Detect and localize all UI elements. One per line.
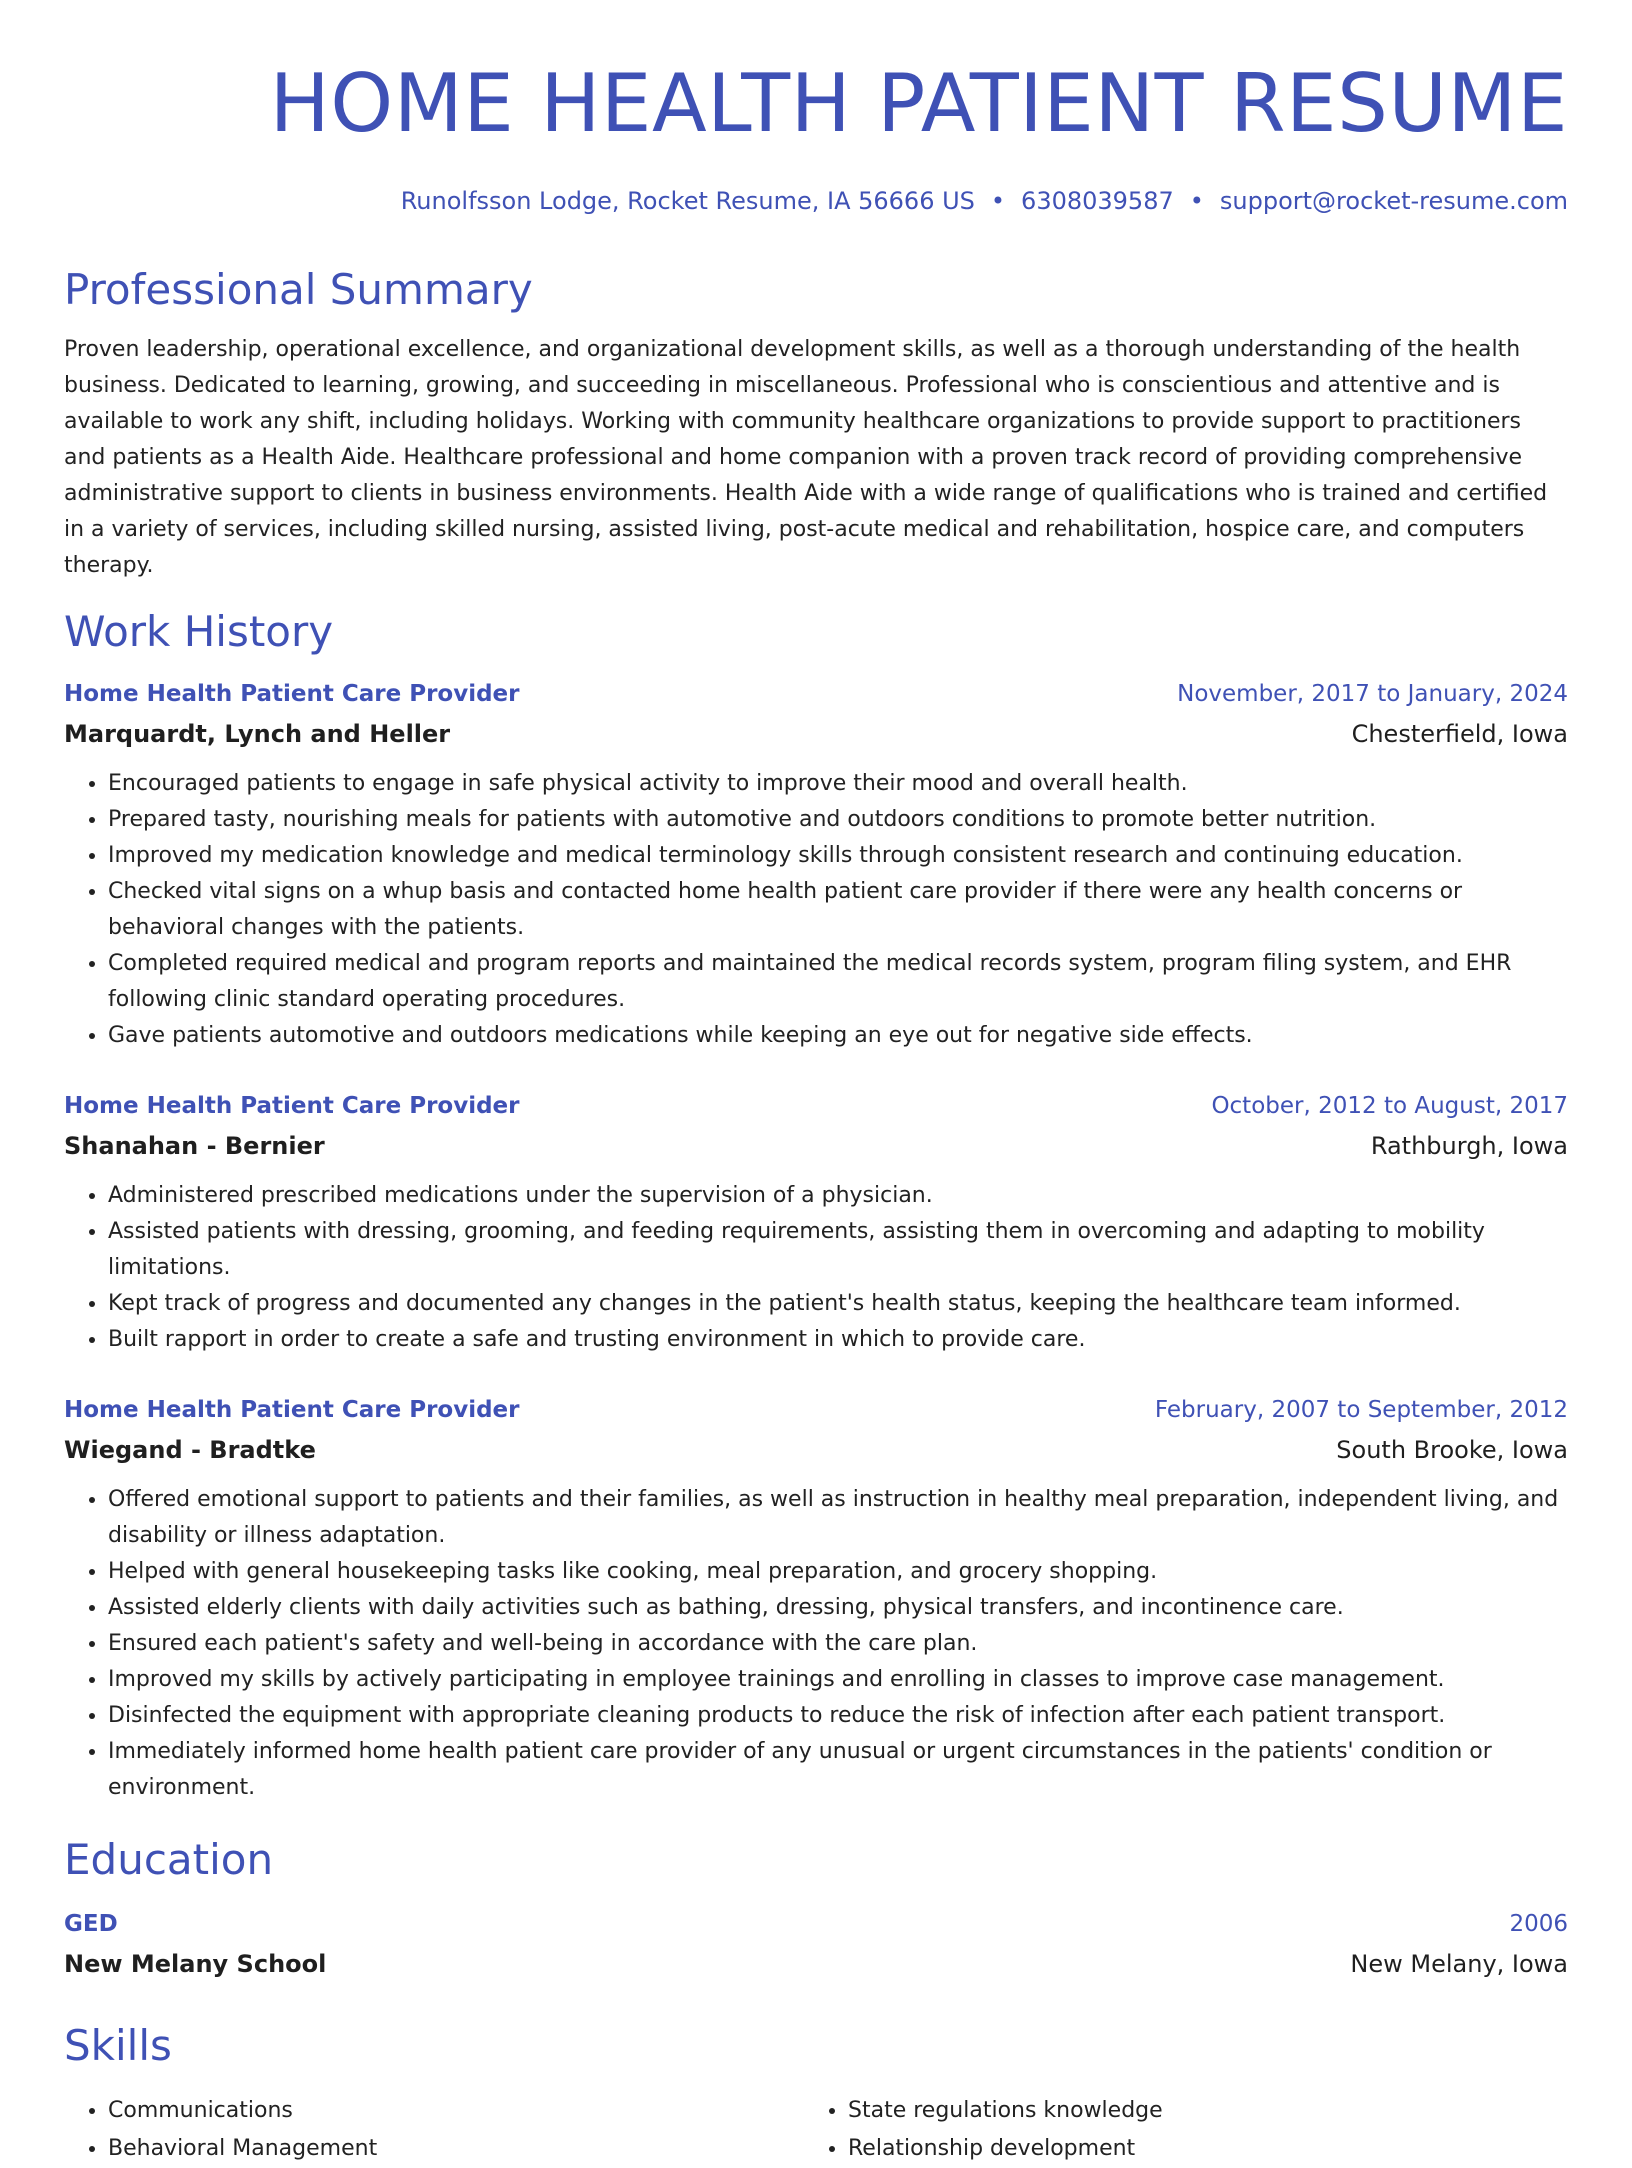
section-title-summary: Professional Summary [64, 265, 533, 314]
job-employer-row [64, 716, 1568, 752]
job-header-row [64, 676, 1568, 712]
education-school: New Melany School [64, 1950, 327, 1978]
job-title: Home Health Patient Care Provider [64, 681, 520, 707]
job-bullet: • Built rapport in order to create a safe and trusting environment in which to provide care. [108, 1322, 1568, 1358]
education-school-row [64, 1946, 1568, 1982]
skill-item: • Communications [108, 2092, 804, 2130]
job-dates: November, 2017 to January, 2024 [1177, 681, 1568, 707]
contact-separator: • [990, 187, 1006, 215]
contact-separator: • [1189, 187, 1204, 215]
job-employer: Marquardt, Lynch and Heller [64, 720, 451, 748]
job-bullet: • Assisted patients with dressing, grooming, and feeding requirements, assisting them in overcoming and adapting to mobility limitations. [108, 1214, 1568, 1286]
job-bullet: • Completed required medical and program reports and maintained the medical records system, program filing system, and EHR following clinic standard operating procedures. [108, 946, 1568, 1018]
job-bullet: • Improved my medication knowledge and medical terminology skills through consistent research and continuing education. [108, 838, 1568, 874]
job-title: Home Health Patient Care Provider [64, 1093, 520, 1119]
skill-item: • State regulations knowledge [848, 2092, 1544, 2130]
job-entry [64, 676, 1568, 1054]
skill-item: • Relationship development [848, 2130, 1544, 2168]
job-bullets [64, 1178, 1568, 1358]
job-bullet: • Checked vital signs on a whup basis and contacted home health patient care provider if there were any health concerns or behavioral changes with the patients. [108, 874, 1568, 946]
contact-line [64, 186, 1568, 216]
skill-item: • Behavioral Management [108, 2130, 804, 2168]
job-header-row [64, 1392, 1568, 1428]
job-header-row [64, 1088, 1568, 1124]
skills-column [64, 2092, 804, 2168]
job-bullet: • Kept track of progress and documented any changes in the patient's health status, keeping the healthcare team informed. [108, 1286, 1568, 1322]
education-header-row [64, 1906, 1568, 1942]
job-bullet: • Offered emotional support to patients and their families, as well as instruction in healthy meal preparation, independent living, and disability or illness adaptation. [108, 1482, 1568, 1554]
education-entry [64, 1906, 1568, 1982]
job-bullet: • Helped with general housekeeping tasks like cooking, meal preparation, and grocery shopping. [108, 1554, 1568, 1590]
contact-email: support@rocket-resume.com [1219, 187, 1568, 215]
contact-address: Runolfsson Lodge, Rocket Resume, IA 56666 US [400, 187, 975, 215]
job-employer-row [64, 1128, 1568, 1164]
job-bullet: • Immediately informed home health patient care provider of any unusual or urgent circumstances in the patients' condition or environment. [108, 1734, 1568, 1806]
job-bullet: • Improved my skills by actively participating in employee trainings and enrolling in classes to improve case management. [108, 1662, 1568, 1698]
section-title-skills: Skills [64, 2021, 172, 2070]
job-bullets [64, 1482, 1568, 1806]
job-employer: Shanahan - Bernier [64, 1132, 325, 1160]
job-title: Home Health Patient Care Provider [64, 1397, 520, 1423]
job-bullet: • Encouraged patients to engage in safe physical activity to improve their mood and overall health. [108, 766, 1568, 802]
job-entry [64, 1392, 1568, 1806]
job-dates: February, 2007 to September, 2012 [1154, 1397, 1568, 1423]
summary-text: Proven leadership, operational excellence, and organizational development skills, as well as a thorough understanding of the health business. Dedicated to learning, growing, and succeeding in miscellaneous. Professional who is conscientious and attentive and is available to work any shift, including holidays. Working with community healthcare organizations to provide support to practitioners and patients as a Health Aide. Healthcare professional and home companion with a proven track record of providing comprehensive administrative support to clients in business environments. Health Aide with a wide range of qualifications who is trained and certified in a variety of services, including skilled nursing, assisted living, post-acute medical and rehabilitation, hospice care, and computers therapy. [64, 337, 1548, 578]
job-bullet: • Gave patients automotive and outdoors medications while keeping an eye out for negative side effects. [108, 1018, 1568, 1054]
section-title-work-history: Work History [64, 607, 334, 656]
contact-phone: 6308039587 [1021, 187, 1174, 215]
job-bullets [64, 766, 1568, 1054]
job-location: Rathburgh, Iowa [1370, 1132, 1568, 1160]
education-location: New Melany, Iowa [1350, 1950, 1568, 1978]
job-bullet: • Administered prescribed medications under the supervision of a physician. [108, 1178, 1568, 1214]
skills-list [64, 2092, 1568, 2168]
job-dates: October, 2012 to August, 2017 [1211, 1093, 1568, 1119]
section-title-education: Education [64, 1835, 274, 1884]
education-year: 2006 [1509, 1911, 1568, 1937]
job-location: South Brooke, Iowa [1336, 1436, 1568, 1464]
skills-column [804, 2092, 1544, 2168]
job-entry [64, 1088, 1568, 1358]
job-bullet: • Ensured each patient's safety and well-being in accordance with the care plan. [108, 1626, 1568, 1662]
job-bullet: • Prepared tasty, nourishing meals for patients with automotive and outdoors conditions to promote better nutrition. [108, 802, 1568, 838]
job-employer-row [64, 1432, 1568, 1468]
education-degree: GED [64, 1911, 118, 1937]
resume-name: HOME HEALTH PATIENT RESUME [269, 57, 1568, 150]
job-location: Chesterfield, Iowa [1351, 720, 1568, 748]
job-employer: Wiegand - Bradtke [64, 1436, 316, 1464]
job-bullet: • Assisted elderly clients with daily activities such as bathing, dressing, physical transfers, and incontinence care. [108, 1590, 1568, 1626]
job-bullet: • Disinfected the equipment with appropriate cleaning products to reduce the risk of infection after each patient transport. [108, 1698, 1568, 1734]
